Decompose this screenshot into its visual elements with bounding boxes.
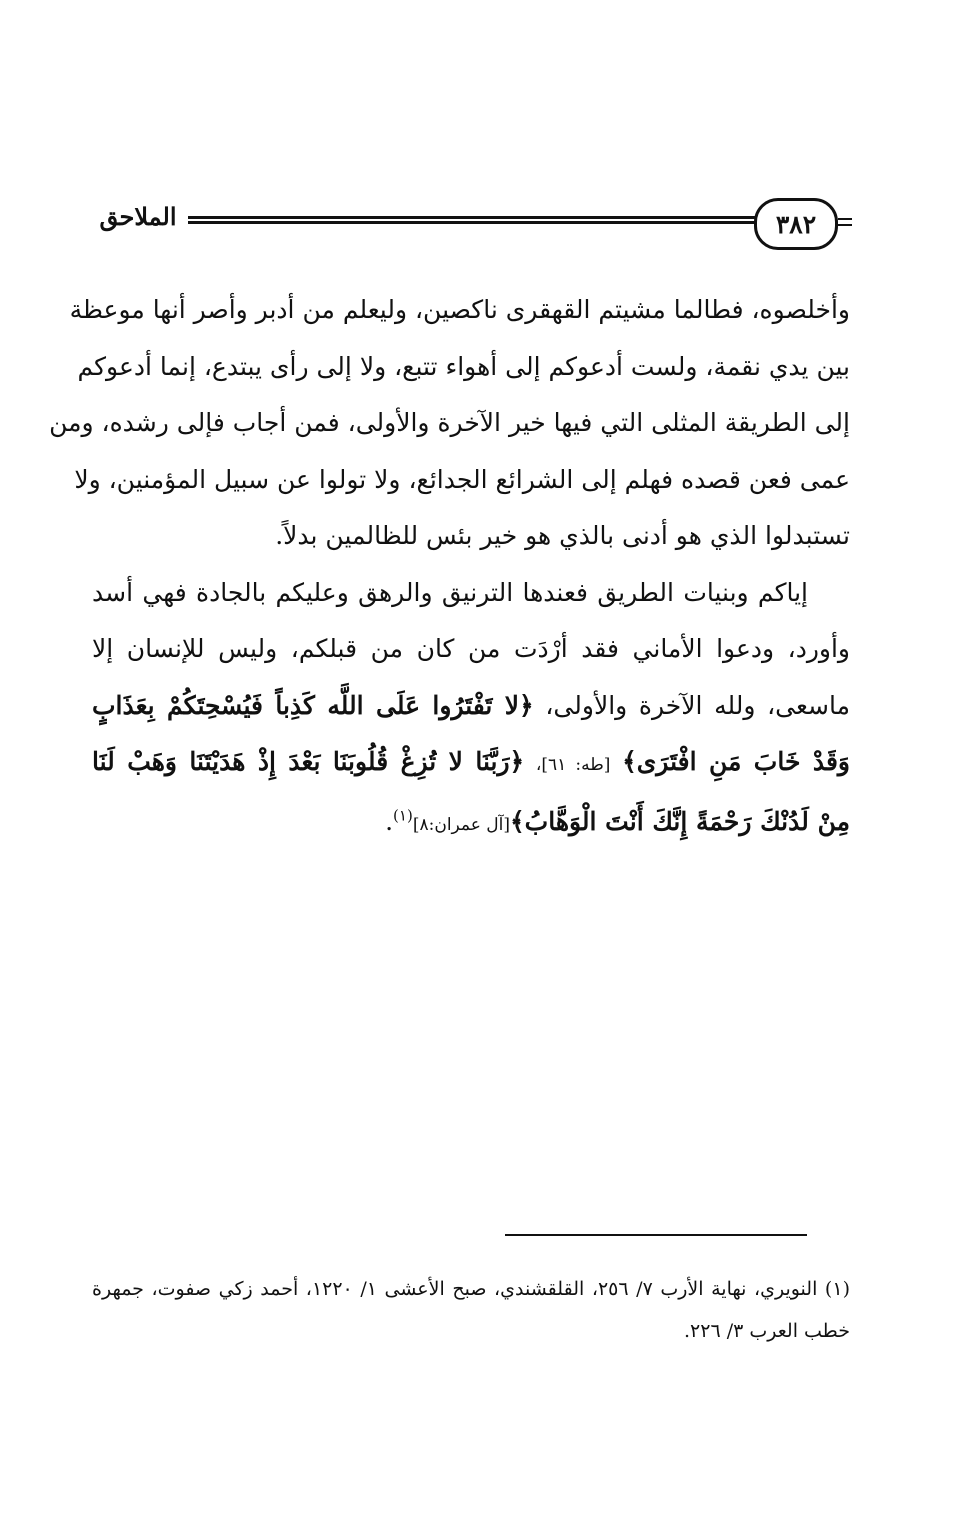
footnote-separator	[505, 1234, 807, 1236]
text-line: بين يدي نقمة، ولست أدعوكم إلى أهواء تتبع، ولا إلى رأى يبتدع، إنما أدعوكم	[77, 351, 850, 381]
text-line	[92, 794, 850, 854]
text-line: وأخلصوه، فطالما مشيتم القهقرى ناكصين، وليعلم من أدبر وأصر أنها موعظة	[69, 295, 850, 324]
header-double-rule	[188, 216, 760, 224]
section-title: الملاحق	[99, 202, 177, 231]
footnote-line: (١) النويري، نهاية الأرب ٧/ ٢٥٦، القلقشندي، صبح الأعشى ١/ ١٢٢٠، أحمد زكي صفوت، جمهرة	[92, 1278, 850, 1300]
text-segment: ماسعى، ولله الآخرة والأولى،	[545, 690, 851, 720]
paragraph	[49, 282, 850, 565]
quran-verse: وَقَدْ خَابَ مَنِ افْتَرَى﴾	[622, 747, 850, 776]
header-rule-end	[838, 218, 852, 226]
text-line: إلى الطريقة المثلى التي فيها خير الآخرة والأولى، فمن أجاب فإلى رشده، ومن	[49, 408, 850, 437]
text-line: إياكم وبنيات الطريق فعندها الترنيق والرهق وعليكم بالجادة فهي أسد	[92, 577, 808, 607]
page-number: ٣٨٢	[754, 198, 838, 250]
main-text	[49, 282, 851, 853]
footnote-line: خطب العرب ٣/ ٢٢٦.	[683, 1320, 850, 1342]
text-segment: .	[385, 806, 394, 836]
text-line	[92, 734, 850, 794]
footnote-marker: (١)	[393, 806, 413, 825]
quran-verse: ﴿رَبَّنَا لا تُزِغْ قُلُوبَنَا بَعْدَ إِذْ هَدَيْتَنَا وَهَبْ لَنَا	[92, 747, 525, 776]
running-header	[92, 198, 852, 248]
text-line	[92, 678, 850, 735]
quran-verse: مِنْ لَدُنْكَ رَحْمَةً إِنَّكَ أَنْتَ الْوَهَّابُ﴾	[510, 806, 850, 836]
paragraph	[92, 565, 850, 854]
quran-verse: ﴿لا تَفْتَرُوا عَلَى اللَّه كَذِباً فَيُسْحِتَكُمْ بِعَذَابٍ	[92, 690, 534, 720]
footnotes	[92, 1268, 850, 1352]
text-line: عمى فعن قصده فهلم إلى الشرائع الجدائع، ولا تولوا عن سبيل المؤمنين، ولا	[74, 464, 850, 494]
verse-reference: [طه: ٦١]،	[535, 755, 611, 775]
verse-reference: [آل عمران:٨]	[412, 814, 511, 835]
text-line: تستبدلوا الذي هو أدنى بالذي هو خير بئس للظالمين بدلاً.	[275, 521, 850, 550]
text-line: وأورد، ودعوا الأماني فقد أرْدَت من كان من قبلكم، وليس للإنسان إلا	[92, 634, 850, 663]
